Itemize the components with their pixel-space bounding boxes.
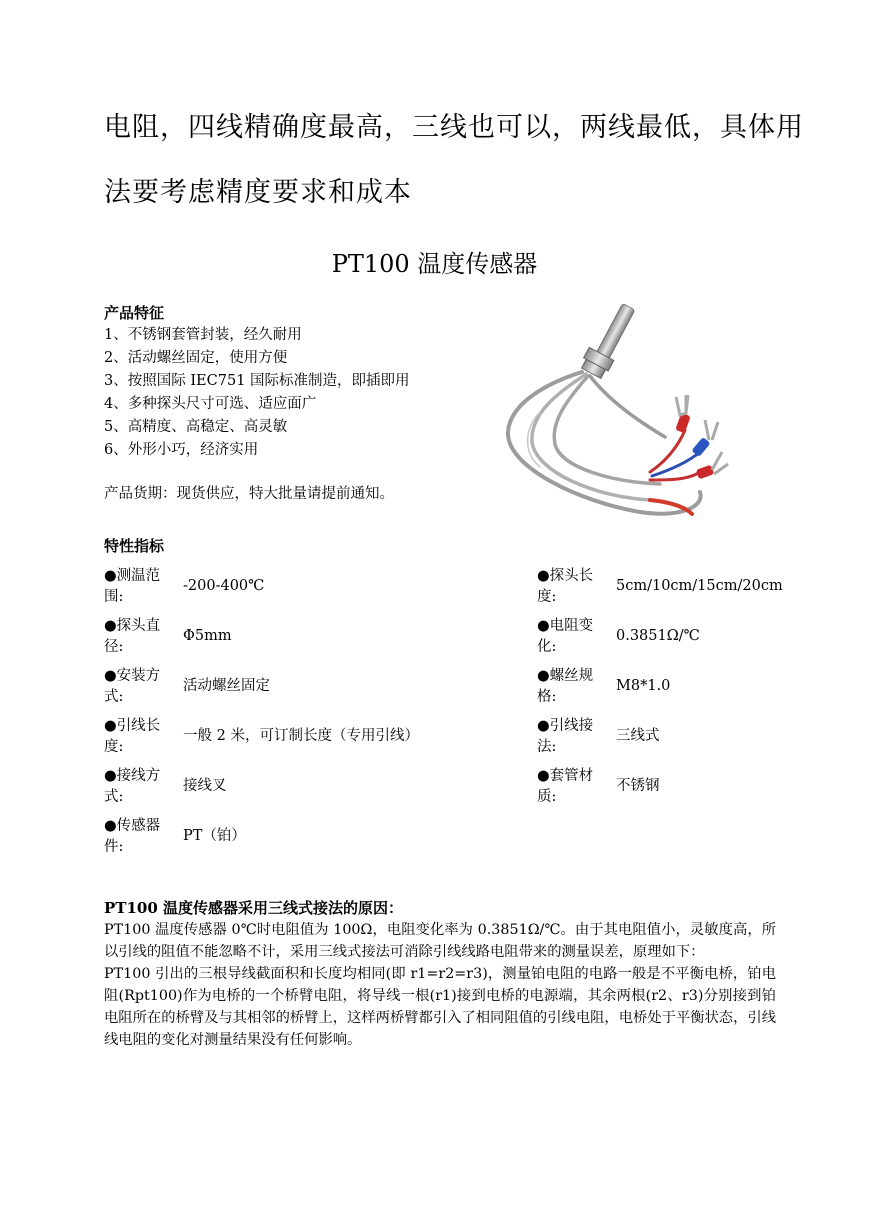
spec-value: 5cm/10cm/15cm/20cm (616, 578, 783, 594)
spec-value: 不锈钢 (616, 778, 660, 794)
spec-label: ●探头长 度: (537, 568, 594, 605)
sensor-photo (500, 302, 732, 524)
feature-item: 1、不锈钢套管封装，经久耐用 (104, 327, 302, 343)
reason-body (104, 919, 776, 1051)
spec-value: Φ5mm (183, 628, 232, 644)
spec-label: ●接线方 式: (104, 768, 161, 805)
reason-paragraph: PT100 温度传感器 0℃时电阻值为 100Ω，电阻变化率为 0.3851Ω/℃。由于其电阻值小，灵敏度高，所以引线的阻值不能忽略不计，采用三线式接法可消除引线线路电阻带来的测量误差，原理如下： (104, 922, 776, 960)
spec-label: ●引线接 法: (537, 718, 594, 755)
spec-value: 一般 2 米，可订制长度（专用引线） (183, 728, 419, 744)
feature-item: 5、高精度、高稳定、高灵敏 (104, 419, 288, 435)
spec-value: 0.3851Ω/℃ (616, 628, 700, 644)
spec-label: ●传感器 件: (104, 818, 161, 855)
feature-item: 6、外形小巧，经济实用 (104, 442, 259, 458)
spec-label: ●探头直 径: (104, 618, 161, 655)
reason-heading: PT100 温度传感器采用三线式接法的原因： (104, 899, 403, 917)
spec-label: ●测温范 围: (104, 568, 161, 605)
feature-item: 2、活动螺丝固定，使用方便 (104, 350, 288, 366)
supply-note: 产品货期：现货供应，特大批量请提前通知。 (104, 486, 394, 502)
features-list (104, 324, 494, 462)
spec-label: ●螺丝规 格: (537, 668, 594, 705)
page-title: PT100 温度传感器 (331, 250, 538, 278)
spec-value: 三线式 (616, 728, 660, 744)
spec-label: ●引线长 度: (104, 718, 161, 755)
specs-heading: 特性指标 (104, 537, 165, 555)
spec-value: 接线叉 (183, 778, 227, 794)
lead-line-1: 电阻，四线精确度最高，三线也可以，两线最低，具体用 (104, 112, 804, 143)
spec-value: PT（铂） (183, 828, 246, 844)
reason-paragraph: PT100 引出的三根导线截面积和长度均相同(即 r1=r2=r3)，测量铂电阻的电路一般是不平衡电桥，铂电阻(Rpt100)作为电桥的一个桥臂电阻，将导线一根(r1)接到电桥的电源端，其余两根(r2、r3)分别接到铂电阻所在的桥臂及与其相邻的桥臂上，这样两桥臂都引入了相同阻值的引线电阻，电桥处于平衡状态，引线线电阻的变化对测量结果没有任何影响。 (104, 966, 776, 1048)
feature-item: 3、按照国际 IEC751 国际标准制造，即插即用 (104, 373, 410, 389)
spec-label: ●电阻变 化: (537, 618, 594, 655)
features-heading: 产品特征 (104, 304, 165, 322)
feature-item: 4、多种探头尺寸可选、适应面广 (104, 396, 317, 412)
spec-value: 活动螺丝固定 (183, 678, 270, 694)
spec-label: ●安装方 式: (104, 668, 161, 705)
spec-value: M8*1.0 (616, 678, 671, 694)
spec-value: -200-400℃ (183, 578, 265, 594)
spec-label: ●套管材 质: (537, 768, 594, 805)
lead-line-2: 法要考虑精度要求和成本 (104, 177, 412, 208)
